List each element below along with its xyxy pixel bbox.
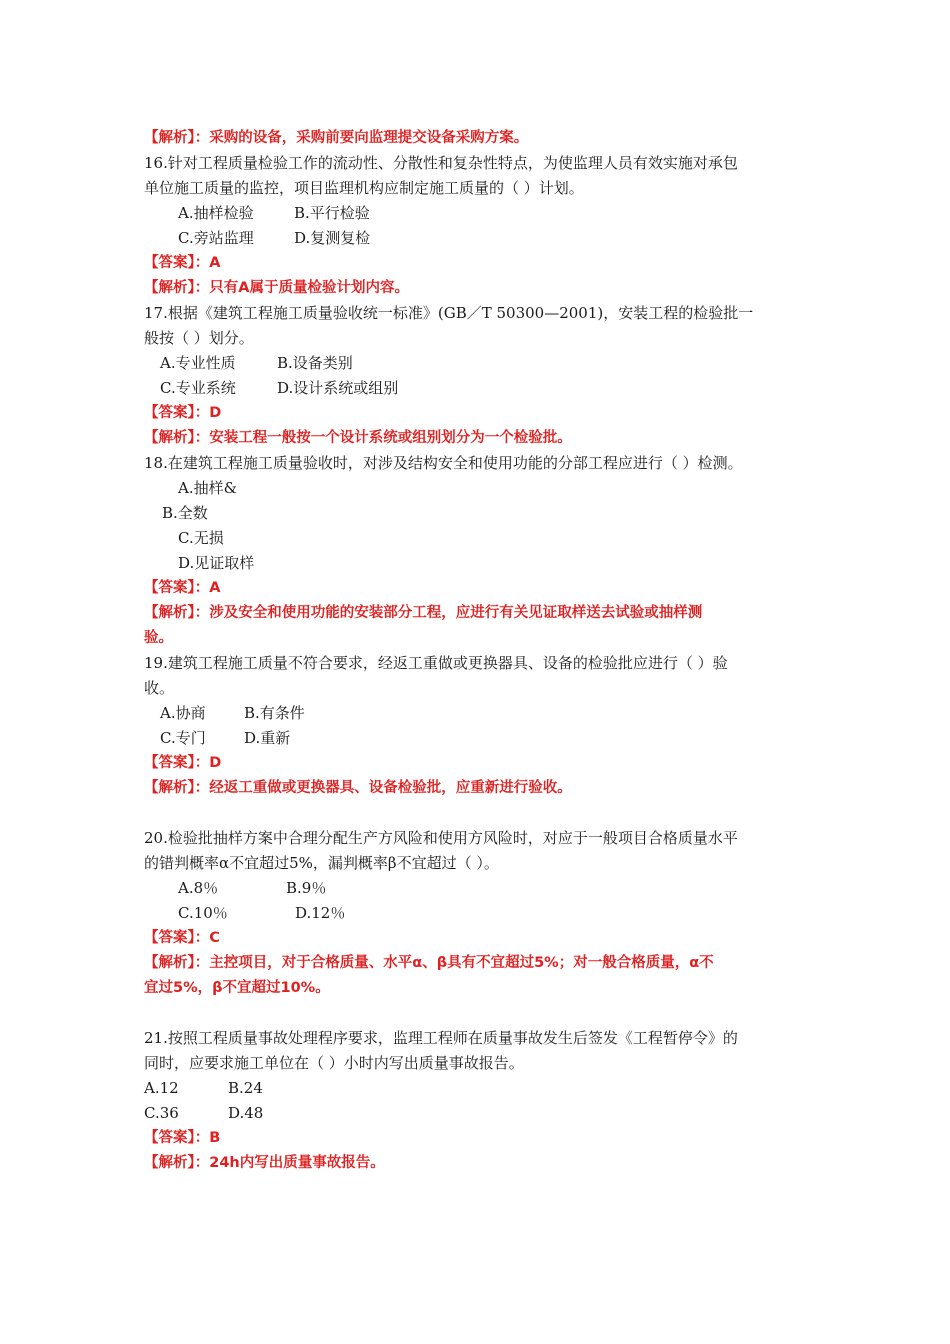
option-a: A.专业性质: [160, 354, 236, 372]
question-20-options-row-2: [144, 901, 814, 926]
document-page: [144, 126, 814, 1176]
question-21-line-1: 21.按照工程质量事故处理程序要求，监理工程师在质量事故发生后签发《工程暂停令》的: [144, 1029, 738, 1047]
question-18-option-a: A.抽样&: [178, 479, 237, 497]
question-17-line-2: 般按（ ）划分。: [144, 329, 254, 347]
option-c: C.36: [144, 1104, 179, 1122]
question-18-line-1: 18.在建筑工程施工质量验收时，对涉及结构安全和使用功能的分部工程应进行（ ）检测。: [144, 454, 743, 472]
option-b: B.平行检验: [294, 204, 370, 222]
option-c: C.专门: [160, 729, 206, 747]
spacer: [144, 801, 814, 826]
answer-18: 【答案】：A: [144, 580, 221, 596]
option-b: B.9％: [286, 879, 327, 897]
question-17-options-row-2: [144, 376, 814, 401]
question-21-options-row-1: [144, 1076, 814, 1101]
explanation-20-line-1: 【解析】：主控项目，对于合格质量、水平α、β具有不宜超过5%；对一般合格质量，α不: [144, 955, 714, 971]
question-20-line-1: 20.检验批抽样方案中合理分配生产方风险和使用方风险时，对应于一般项目合格质量水平: [144, 829, 738, 847]
spacer: [144, 1001, 814, 1026]
question-19-line-1: 19.建筑工程施工质量不符合要求，经返工重做或更换器具、设备的检验批应进行（ ）验: [144, 654, 728, 672]
question-16-line-1: 16.针对工程质量检验工作的流动性、分散性和复杂性特点，为使监理人员有效实施对承包: [144, 154, 738, 172]
question-20-options-row-1: [144, 876, 814, 901]
question-20-line-2: 的错判概率α不宜超过5%，漏判概率β不宜超过（ ）。: [144, 854, 499, 872]
option-a: A.协商: [160, 704, 206, 722]
question-18-option-c: C.无损: [178, 529, 224, 547]
explanation-20-line-2: 宜过5%，β不宜超过10%。: [144, 980, 330, 996]
explanation-15: 【解析】：采购的设备，采购前要向监理提交设备采购方案。: [144, 130, 529, 146]
explanation-21: 【解析】：24h内写出质量事故报告。: [144, 1155, 385, 1171]
question-21-options-row-2: [144, 1101, 814, 1126]
question-16-options-row-1: [144, 201, 814, 226]
option-b: B.有条件: [244, 704, 305, 722]
question-19-options-row-1: [144, 701, 814, 726]
option-c: C.旁站监理: [178, 229, 254, 247]
explanation-18-line-1: 【解析】：涉及安全和使用功能的安装部分工程，应进行有关见证取样送去试验或抽样测: [144, 605, 703, 621]
option-a: A.8％: [178, 879, 219, 897]
option-b: B.24: [228, 1079, 263, 1097]
question-21-line-2: 同时，应要求施工单位在（ ）小时内写出质量事故报告。: [144, 1054, 524, 1072]
explanation-18-line-2: 验。: [144, 630, 173, 646]
option-a: A.抽样检验: [178, 204, 254, 222]
question-16-line-2: 单位施工质量的监控，项目监理机构应制定施工质量的（ ）计划。: [144, 179, 584, 197]
question-18-option-b: B.全数: [162, 504, 208, 522]
option-d: D.12％: [295, 904, 346, 922]
answer-16: 【答案】：A: [144, 255, 221, 271]
option-a: A.12: [144, 1079, 179, 1097]
option-b: B.设备类别: [277, 354, 353, 372]
explanation-16: 【解析】：只有A属于质量检验计划内容。: [144, 280, 409, 296]
answer-17: 【答案】：D: [144, 405, 222, 421]
question-17-options-row-1: [144, 351, 814, 376]
option-d: D.复测复检: [294, 229, 371, 247]
option-d: D.重新: [244, 729, 291, 747]
question-18-option-d: D.见证取样: [178, 554, 255, 572]
question-19-options-row-2: [144, 726, 814, 751]
option-c: C.10％: [178, 904, 228, 922]
option-d: D.48: [228, 1104, 264, 1122]
question-19-line-2: 收。: [144, 679, 175, 697]
answer-19: 【答案】：D: [144, 755, 222, 771]
question-16-options-row-2: [144, 226, 814, 251]
option-c: C.专业系统: [160, 379, 236, 397]
explanation-17: 【解析】：安装工程一般按一个设计系统或组别划分为一个检验批。: [144, 430, 572, 446]
answer-21: 【答案】：B: [144, 1130, 221, 1146]
explanation-19: 【解析】：经返工重做或更换器具、设备检验批，应重新进行验收。: [144, 780, 572, 796]
option-d: D.设计系统或组别: [277, 379, 399, 397]
question-17-line-1: 17.根据《建筑工程施工质量验收统一标准》(GB／T 50300—2001)，安装工程的检验批一: [144, 304, 754, 322]
answer-20: 【答案】：C: [144, 930, 220, 946]
